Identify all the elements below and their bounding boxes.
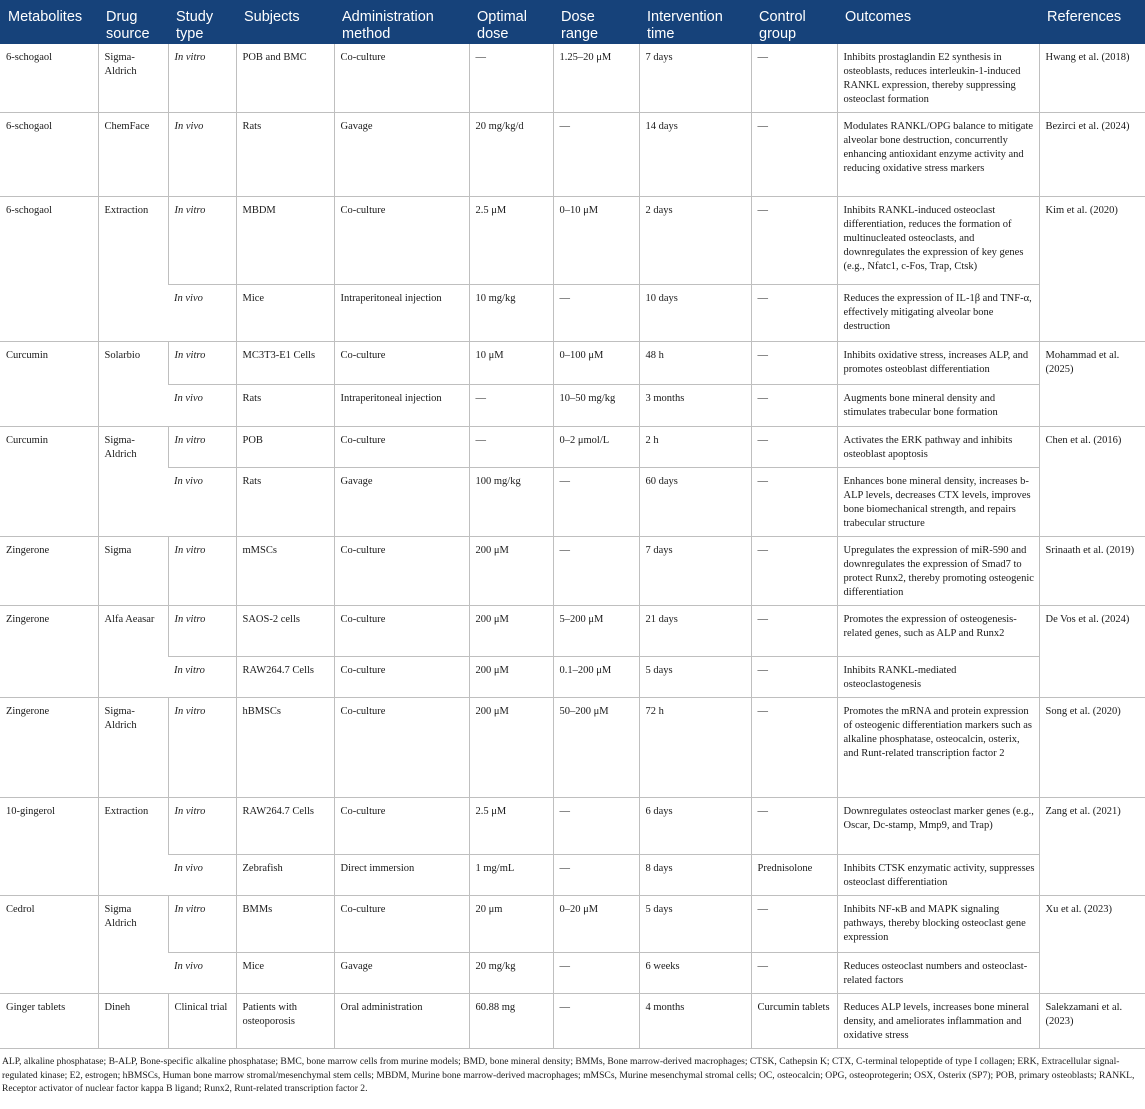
- dose-range-cell: —: [553, 113, 639, 197]
- table-row: [0, 385, 1145, 427]
- dose-range-cell: 0.1–200 μM: [553, 657, 639, 698]
- reference-cell: Xu et al. (2023): [1039, 896, 1145, 994]
- subjects-cell: POB and BMC: [236, 44, 334, 113]
- administration-method-cell: Oral administration: [334, 994, 469, 1049]
- metabolite-cell: Curcumin: [0, 427, 98, 537]
- study-type-cell: In vitro: [168, 537, 236, 606]
- optimal-dose-cell: 200 μM: [469, 698, 553, 798]
- subjects-cell: Patients with osteoporosis: [236, 994, 334, 1049]
- study-type-cell: Clinical trial: [168, 994, 236, 1049]
- drug-source-cell: Extraction: [98, 798, 168, 896]
- header-optimal-dose: Optimal dose: [469, 0, 553, 44]
- study-type-cell: In vitro: [168, 427, 236, 468]
- outcome-cell: Inhibits RANKL-induced osteoclast differentiation, reduces the formation of multinucleated osteoclasts, and downregulates the expression of key genes (e.g., Nfatc1, c-Fos, Trap, Ctsk): [837, 197, 1039, 285]
- optimal-dose-cell: 200 μM: [469, 657, 553, 698]
- intervention-time-cell: 14 days: [639, 113, 751, 197]
- dose-range-cell: —: [553, 537, 639, 606]
- metabolite-cell: 10-gingerol: [0, 798, 98, 896]
- control-group-cell: —: [751, 342, 837, 385]
- subjects-cell: Mice: [236, 285, 334, 342]
- administration-method-cell: Co-culture: [334, 44, 469, 113]
- dose-range-cell: 0–100 μM: [553, 342, 639, 385]
- study-type-cell: In vitro: [168, 698, 236, 798]
- control-group-cell: Curcumin tablets: [751, 994, 837, 1049]
- metabolite-cell: Curcumin: [0, 342, 98, 427]
- subjects-cell: RAW264.7 Cells: [236, 798, 334, 855]
- subjects-cell: Rats: [236, 468, 334, 537]
- header-dose-range: Dose range: [553, 0, 639, 44]
- metabolite-cell: Ginger tablets: [0, 994, 98, 1049]
- control-group-cell: —: [751, 798, 837, 855]
- metabolite-cell: Zingerone: [0, 698, 98, 798]
- reference-cell: Srinaath et al. (2019): [1039, 537, 1145, 606]
- optimal-dose-cell: —: [469, 427, 553, 468]
- control-group-cell: —: [751, 197, 837, 285]
- administration-method-cell: Co-culture: [334, 896, 469, 953]
- control-group-cell: —: [751, 113, 837, 197]
- outcome-cell: Enhances bone mineral density, increases b-ALP levels, decreases CTX levels, improves bone biomechanical strength, and repairs trabecular structure: [837, 468, 1039, 537]
- table-row: [0, 113, 1145, 197]
- outcome-cell: Modulates RANKL/OPG balance to mitigate alveolar bone destruction, concurrently enhancing antioxidant enzyme activity and reducing oxidative stress markers: [837, 113, 1039, 197]
- dose-range-cell: —: [553, 855, 639, 896]
- subjects-cell: MBDM: [236, 197, 334, 285]
- administration-method-cell: Gavage: [334, 468, 469, 537]
- outcome-cell: Downregulates osteoclast marker genes (e.g., Oscar, Dc-stamp, Mmp9, and Trap): [837, 798, 1039, 855]
- optimal-dose-cell: 1 mg/mL: [469, 855, 553, 896]
- dose-range-cell: —: [553, 994, 639, 1049]
- subjects-cell: BMMs: [236, 896, 334, 953]
- subjects-cell: RAW264.7 Cells: [236, 657, 334, 698]
- study-type-cell: In vitro: [168, 657, 236, 698]
- outcome-cell: Inhibits oxidative stress, increases ALP, and promotes osteoblast differentiation: [837, 342, 1039, 385]
- outcome-cell: Activates the ERK pathway and inhibits osteoblast apoptosis: [837, 427, 1039, 468]
- header-study-type: Study type: [168, 0, 236, 44]
- reference-cell: Hwang et al. (2018): [1039, 44, 1145, 113]
- optimal-dose-cell: —: [469, 44, 553, 113]
- drug-source-cell: ChemFace: [98, 113, 168, 197]
- outcome-cell: Inhibits RANKL-mediated osteoclastogenesis: [837, 657, 1039, 698]
- intervention-time-cell: 48 h: [639, 342, 751, 385]
- header-intervention-time: Intervention time: [639, 0, 751, 44]
- intervention-time-cell: 5 days: [639, 657, 751, 698]
- dose-range-cell: 10–50 mg/kg: [553, 385, 639, 427]
- intervention-time-cell: 4 months: [639, 994, 751, 1049]
- drug-source-cell: Extraction: [98, 197, 168, 342]
- drug-source-cell: Sigma-Aldrich: [98, 427, 168, 537]
- study-type-cell: In vivo: [168, 385, 236, 427]
- control-group-cell: —: [751, 896, 837, 953]
- table-row: [0, 606, 1145, 657]
- optimal-dose-cell: 10 μM: [469, 342, 553, 385]
- control-group-cell: Prednisolone: [751, 855, 837, 896]
- subjects-cell: mMSCs: [236, 537, 334, 606]
- optimal-dose-cell: 2.5 μM: [469, 197, 553, 285]
- header-references: References: [1039, 0, 1145, 44]
- study-type-cell: In vitro: [168, 342, 236, 385]
- drug-source-cell: Sigma Aldrich: [98, 896, 168, 994]
- dose-range-cell: 1.25–20 μM: [553, 44, 639, 113]
- outcome-cell: Inhibits CTSK enzymatic activity, suppresses osteoclast differentiation: [837, 855, 1039, 896]
- intervention-time-cell: 7 days: [639, 537, 751, 606]
- metabolite-cell: Zingerone: [0, 606, 98, 698]
- table-row: [0, 44, 1145, 113]
- table-row: [0, 657, 1145, 698]
- study-type-cell: In vitro: [168, 44, 236, 113]
- study-type-cell: In vitro: [168, 896, 236, 953]
- administration-method-cell: Co-culture: [334, 657, 469, 698]
- metabolite-cell: 6-schogaol: [0, 197, 98, 342]
- header-control-group: Control group: [751, 0, 837, 44]
- table-row: [0, 953, 1145, 994]
- table-row: [0, 855, 1145, 896]
- dose-range-cell: 50–200 μM: [553, 698, 639, 798]
- table-row: [0, 896, 1145, 953]
- optimal-dose-cell: 20 mg/kg/d: [469, 113, 553, 197]
- administration-method-cell: Intraperitoneal injection: [334, 385, 469, 427]
- control-group-cell: —: [751, 44, 837, 113]
- dose-range-cell: 0–10 μM: [553, 197, 639, 285]
- metabolite-cell: 6-schogaol: [0, 44, 98, 113]
- outcome-cell: Inhibits NF-κB and MAPK signaling pathways, thereby blocking osteoclast gene expression: [837, 896, 1039, 953]
- administration-method-cell: Co-culture: [334, 427, 469, 468]
- control-group-cell: —: [751, 468, 837, 537]
- optimal-dose-cell: —: [469, 385, 553, 427]
- outcome-cell: Promotes the mRNA and protein expression of osteogenic differentiation markers such as alkaline phosphatase, osteocalcin, osterix, and Runt-related transcription factor 2: [837, 698, 1039, 798]
- drug-source-cell: Solarbio: [98, 342, 168, 427]
- reference-cell: Zang et al. (2021): [1039, 798, 1145, 896]
- study-type-cell: In vivo: [168, 113, 236, 197]
- reference-cell: Bezirci et al. (2024): [1039, 113, 1145, 197]
- header-subjects: Subjects: [236, 0, 334, 44]
- intervention-time-cell: 8 days: [639, 855, 751, 896]
- intervention-time-cell: 2 days: [639, 197, 751, 285]
- dose-range-cell: 0–2 μmol/L: [553, 427, 639, 468]
- administration-method-cell: Co-culture: [334, 342, 469, 385]
- outcome-cell: Upregulates the expression of miR-590 and downregulates the expression of Smad7 to protect Runx2, thereby promoting osteogenic differentiation: [837, 537, 1039, 606]
- control-group-cell: —: [751, 606, 837, 657]
- administration-method-cell: Co-culture: [334, 537, 469, 606]
- outcome-cell: Augments bone mineral density and stimulates trabecular bone formation: [837, 385, 1039, 427]
- reference-cell: Mohammad et al. (2025): [1039, 342, 1145, 427]
- drug-source-cell: Sigma: [98, 537, 168, 606]
- table-row: [0, 798, 1145, 855]
- control-group-cell: —: [751, 385, 837, 427]
- outcome-cell: Promotes the expression of osteogenesis-related genes, such as ALP and Runx2: [837, 606, 1039, 657]
- study-type-cell: In vitro: [168, 606, 236, 657]
- header-administration-method: Administration method: [334, 0, 469, 44]
- intervention-time-cell: 6 weeks: [639, 953, 751, 994]
- optimal-dose-cell: 200 μM: [469, 606, 553, 657]
- optimal-dose-cell: 2.5 μM: [469, 798, 553, 855]
- optimal-dose-cell: 20 mg/kg: [469, 953, 553, 994]
- dose-range-cell: —: [553, 468, 639, 537]
- optimal-dose-cell: 10 mg/kg: [469, 285, 553, 342]
- reference-cell: Song et al. (2020): [1039, 698, 1145, 798]
- intervention-time-cell: 5 days: [639, 896, 751, 953]
- subjects-cell: Mice: [236, 953, 334, 994]
- table-row: [0, 698, 1145, 798]
- table-row: [0, 537, 1145, 606]
- intervention-time-cell: 6 days: [639, 798, 751, 855]
- optimal-dose-cell: 60.88 mg: [469, 994, 553, 1049]
- header-drug-source: Drug source: [98, 0, 168, 44]
- metabolite-cell: Cedrol: [0, 896, 98, 994]
- outcome-cell: Inhibits prostaglandin E2 synthesis in osteoblasts, reduces interleukin-1-induced RANKL expression, thereby suppressing osteoclast formation: [837, 44, 1039, 113]
- control-group-cell: —: [751, 698, 837, 798]
- study-type-cell: In vitro: [168, 798, 236, 855]
- table-body: [0, 44, 1145, 1049]
- table-row: [0, 197, 1145, 285]
- intervention-time-cell: 21 days: [639, 606, 751, 657]
- subjects-cell: Rats: [236, 113, 334, 197]
- table-row: [0, 342, 1145, 385]
- optimal-dose-cell: 200 μM: [469, 537, 553, 606]
- subjects-cell: POB: [236, 427, 334, 468]
- study-type-cell: In vivo: [168, 285, 236, 342]
- reference-cell: Kim et al. (2020): [1039, 197, 1145, 342]
- subjects-cell: Zebrafish: [236, 855, 334, 896]
- subjects-cell: Rats: [236, 385, 334, 427]
- control-group-cell: —: [751, 537, 837, 606]
- dose-range-cell: —: [553, 285, 639, 342]
- subjects-cell: hBMSCs: [236, 698, 334, 798]
- header-outcomes: Outcomes: [837, 0, 1039, 44]
- header-row: [0, 0, 1145, 44]
- administration-method-cell: Direct immersion: [334, 855, 469, 896]
- table-row: [0, 427, 1145, 468]
- reference-cell: Salekzamani et al. (2023): [1039, 994, 1145, 1049]
- outcome-cell: Reduces the expression of IL-1β and TNF-α, effectively mitigating alveolar bone destruction: [837, 285, 1039, 342]
- control-group-cell: —: [751, 427, 837, 468]
- administration-method-cell: Intraperitoneal injection: [334, 285, 469, 342]
- drug-source-cell: Sigma-Aldrich: [98, 698, 168, 798]
- metabolite-cell: Zingerone: [0, 537, 98, 606]
- intervention-time-cell: 7 days: [639, 44, 751, 113]
- metabolite-cell: 6-schogaol: [0, 113, 98, 197]
- administration-method-cell: Gavage: [334, 113, 469, 197]
- control-group-cell: —: [751, 953, 837, 994]
- control-group-cell: —: [751, 285, 837, 342]
- dose-range-cell: —: [553, 798, 639, 855]
- intervention-time-cell: 3 months: [639, 385, 751, 427]
- drug-source-cell: Alfa Aeasar: [98, 606, 168, 698]
- outcome-cell: Reduces osteoclast numbers and osteoclast-related factors: [837, 953, 1039, 994]
- header-metabolites: Metabolites: [0, 0, 98, 44]
- dose-range-cell: 0–20 μM: [553, 896, 639, 953]
- outcome-cell: Reduces ALP levels, increases bone mineral density, and ameliorates inflammation and oxidative stress: [837, 994, 1039, 1049]
- optimal-dose-cell: 20 μm: [469, 896, 553, 953]
- reference-cell: Chen et al. (2016): [1039, 427, 1145, 537]
- table-row: [0, 468, 1145, 537]
- intervention-time-cell: 60 days: [639, 468, 751, 537]
- drug-source-cell: Sigma-Aldrich: [98, 44, 168, 113]
- reference-cell: De Vos et al. (2024): [1039, 606, 1145, 698]
- table-row: [0, 994, 1145, 1049]
- administration-method-cell: Co-culture: [334, 606, 469, 657]
- subjects-cell: SAOS-2 cells: [236, 606, 334, 657]
- intervention-time-cell: 2 h: [639, 427, 751, 468]
- administration-method-cell: Gavage: [334, 953, 469, 994]
- intervention-time-cell: 10 days: [639, 285, 751, 342]
- table-footnote: ALP, alkaline phosphatase; B-ALP, Bone-specific alkaline phosphatase; BMC, bone marrow cells from murine models; BMD, bone mineral density; BMMs, Bone marrow-derived macrophages; CTSK, Cathepsin K; CTX, C-terminal telopeptide of type I collagen; ERK, Extracellular signal-regulated kinase; E2, estrogen; hBMSCs, Human bone marrow stromal/mesenchymal stem cells; MBDM, Murine bone marrow-derived macrophages; mMSCs, Murine mesenchymal stromal cells; OC, osteocalcin; OPG, osteoprotegerin; OSX, Osterix (SP7); POB, primary osteoblasts; RANKL, Receptor activator of nuclear factor kappa B ligand; Runx2, Runt-related transcription factor 2.: [2, 1056, 1135, 1094]
- study-type-cell: In vitro: [168, 197, 236, 285]
- intervention-time-cell: 72 h: [639, 698, 751, 798]
- study-type-cell: In vivo: [168, 953, 236, 994]
- table-row: [0, 285, 1145, 342]
- subjects-cell: MC3T3-E1 Cells: [236, 342, 334, 385]
- study-type-cell: In vivo: [168, 855, 236, 896]
- dose-range-cell: —: [553, 953, 639, 994]
- control-group-cell: —: [751, 657, 837, 698]
- administration-method-cell: Co-culture: [334, 698, 469, 798]
- administration-method-cell: Co-culture: [334, 798, 469, 855]
- study-type-cell: In vivo: [168, 468, 236, 537]
- drug-source-cell: Dineh: [98, 994, 168, 1049]
- administration-method-cell: Co-culture: [334, 197, 469, 285]
- optimal-dose-cell: 100 mg/kg: [469, 468, 553, 537]
- dose-range-cell: 5–200 μM: [553, 606, 639, 657]
